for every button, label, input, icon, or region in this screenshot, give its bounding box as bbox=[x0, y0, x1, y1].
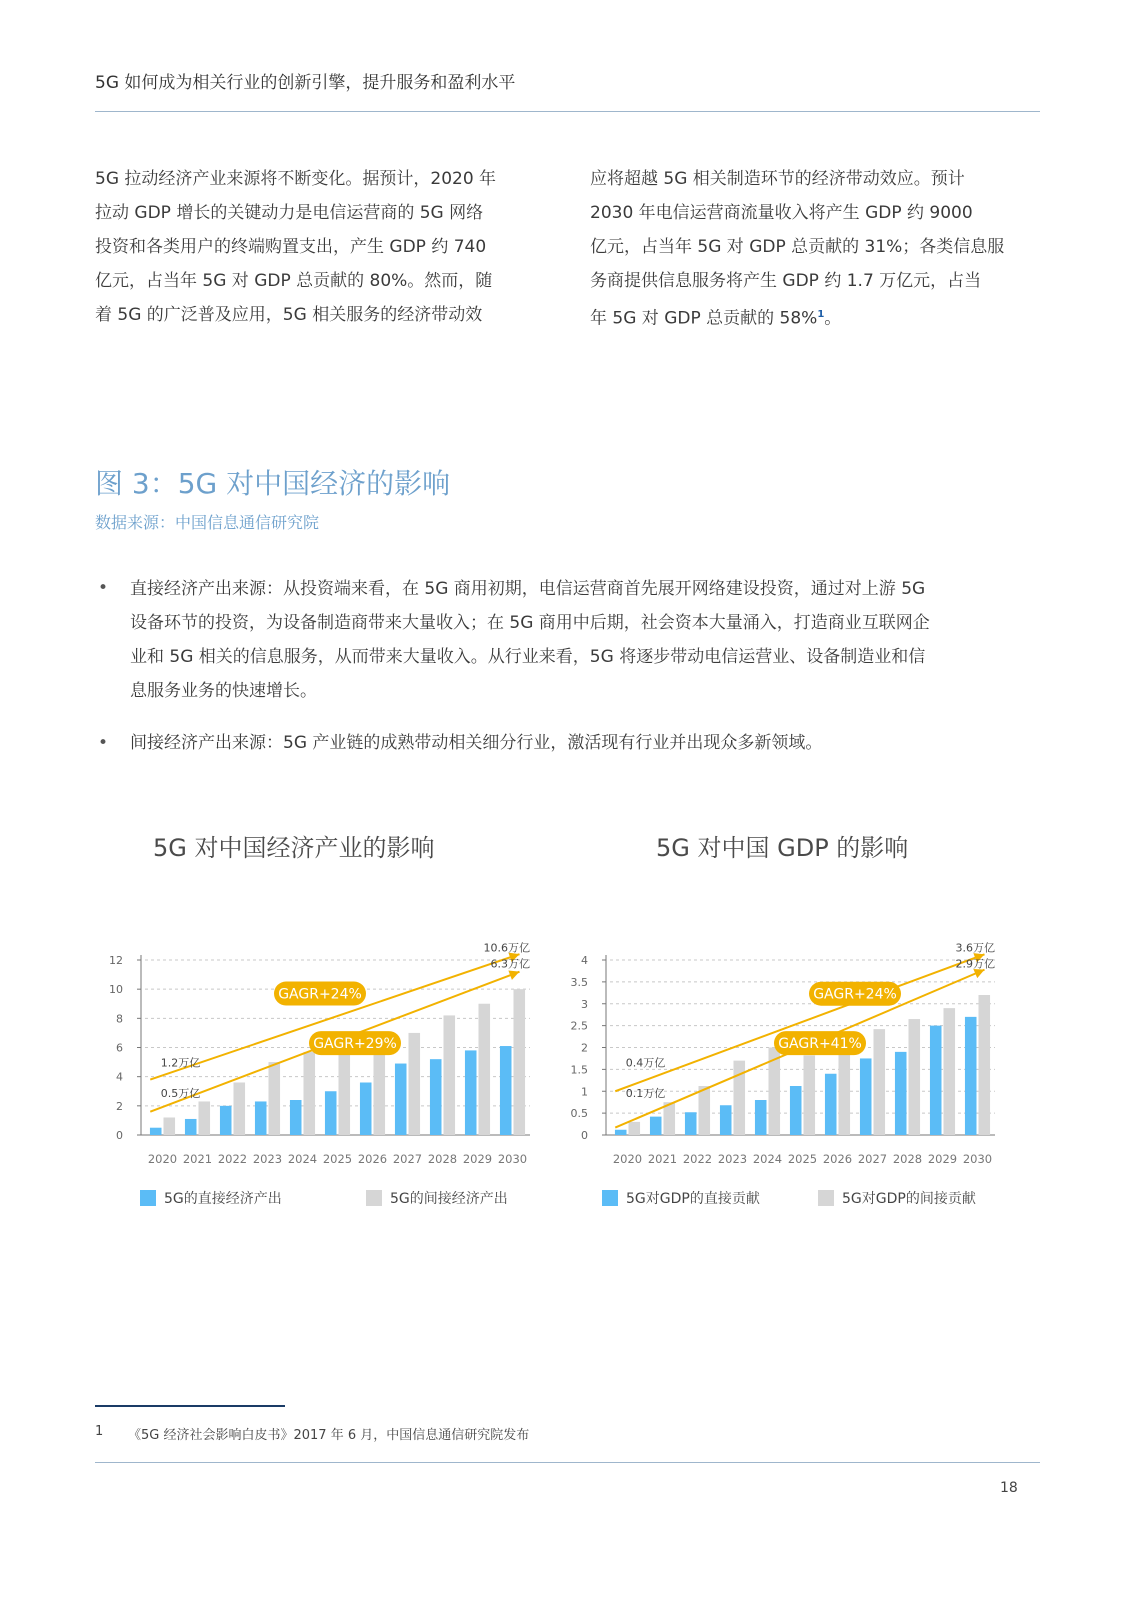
y-tick-label: 0 bbox=[116, 1129, 123, 1142]
page-header-title: 5G 如何成为相关行业的创新引擎，提升服务和盈利水平 bbox=[95, 73, 516, 93]
y-tick-label: 4 bbox=[581, 954, 588, 967]
bar-indirect bbox=[199, 1101, 211, 1135]
intro-line: 亿元，占当年 5G 对 GDP 总贡献的 31%；各类信息服 bbox=[590, 237, 1005, 257]
x-tick-label: 2026 bbox=[822, 1152, 853, 1166]
figure-source: 数据来源：中国信息通信研究院 bbox=[95, 513, 320, 532]
intro-line bbox=[590, 298, 1040, 336]
bullet-line: 间接经济产出来源：5G 产业链的成熟带动相关细分行业，激活现有行业并出现众多新领域。 bbox=[130, 733, 823, 753]
x-tick-label: 2024 bbox=[752, 1152, 783, 1166]
bar-direct bbox=[650, 1117, 662, 1135]
chart-gdp bbox=[560, 915, 1005, 1175]
bullet-line: 设备环节的投资，为设备制造商带来大量收入；在 5G 商用中后期，社会资本大量涌入，打造商业互联网企 bbox=[130, 613, 930, 633]
x-tick-label: 2020 bbox=[147, 1152, 178, 1166]
x-tick-label: 2022 bbox=[682, 1152, 713, 1166]
x-tick-label: 2025 bbox=[787, 1152, 818, 1166]
x-tick-label: 2023 bbox=[717, 1152, 748, 1166]
bullet-text-direct bbox=[130, 572, 1035, 708]
y-tick-label: 1.5 bbox=[570, 1063, 588, 1077]
intro-line: 拉动 GDP 增长的关键动力是电信运营商的 5G 网络 bbox=[95, 203, 484, 223]
bullet-line: 直接经济产出来源：从投资端来看，在 5G 商用初期，电信运营商首先展开网络建设投资，通过对上游 5G bbox=[130, 579, 926, 599]
chart-title-gdp: 5G 对中国 GDP 的影响 bbox=[656, 834, 909, 862]
x-tick-label: 2023 bbox=[252, 1152, 283, 1166]
legend-economy-indirect bbox=[366, 1188, 508, 1208]
footer-divider bbox=[95, 1462, 1040, 1463]
legend-gdp-indirect bbox=[818, 1188, 976, 1208]
value-annotation: 6.3万亿 bbox=[490, 957, 530, 971]
intro-right-column bbox=[590, 162, 1040, 336]
y-tick-label: 4 bbox=[116, 1070, 123, 1084]
bar-direct bbox=[965, 1017, 977, 1135]
bar-indirect bbox=[304, 1052, 316, 1135]
x-tick-label: 2022 bbox=[217, 1152, 248, 1166]
x-tick-label: 2029 bbox=[462, 1152, 493, 1166]
legend-label: 5G的间接经济产出 bbox=[390, 1191, 508, 1207]
bar-indirect bbox=[874, 1029, 886, 1135]
legend-label: 5G对GDP的直接贡献 bbox=[626, 1191, 760, 1207]
x-tick-label: 2028 bbox=[892, 1152, 923, 1166]
bar-indirect bbox=[339, 1050, 351, 1135]
trend-arrow-line bbox=[150, 954, 519, 1079]
chart-title-economy: 5G 对中国经济产业的影响 bbox=[153, 834, 435, 862]
page-number: 18 bbox=[1000, 1480, 1018, 1496]
legend-economy-direct bbox=[140, 1188, 282, 1208]
bar-indirect bbox=[839, 1052, 851, 1135]
x-tick-label: 2024 bbox=[287, 1152, 318, 1166]
bar-indirect bbox=[979, 995, 991, 1135]
cagr-label: GAGR+41% bbox=[778, 1036, 862, 1053]
bar-indirect bbox=[164, 1118, 176, 1136]
legend-label: 5G对GDP的间接贡献 bbox=[842, 1191, 976, 1207]
x-tick-label: 2021 bbox=[182, 1152, 213, 1166]
x-tick-label: 2030 bbox=[962, 1152, 993, 1166]
value-annotation: 0.5万亿 bbox=[160, 1087, 201, 1101]
bullet-marker: • bbox=[98, 578, 109, 598]
bar-direct bbox=[860, 1058, 872, 1135]
bar-indirect bbox=[444, 1015, 456, 1135]
legend-gdp-direct bbox=[602, 1188, 760, 1208]
intro-line: 应将超越 5G 相关制造环节的经济带动效应。预计 bbox=[590, 169, 965, 189]
bar-direct bbox=[290, 1100, 302, 1135]
cagr-label: GAGR+24% bbox=[813, 986, 897, 1003]
intro-line: 着 5G 的广泛普及应用，5G 相关服务的经济带动效 bbox=[95, 305, 483, 325]
y-tick-label: 3.5 bbox=[570, 975, 588, 989]
bar-direct bbox=[220, 1106, 232, 1135]
y-tick-label: 2 bbox=[581, 1041, 588, 1055]
bullet-line: 业和 5G 相关的信息服务，从而带来大量收入。从行业来看，5G 将逐步带动电信运营业、设备制造业和信 bbox=[130, 647, 926, 667]
bullet-line: 息服务业务的快速增长。 bbox=[130, 681, 317, 701]
bar-direct bbox=[930, 1026, 942, 1135]
bar-indirect bbox=[629, 1122, 641, 1135]
bullet-marker: • bbox=[98, 733, 109, 753]
bar-indirect bbox=[234, 1083, 246, 1136]
bar-direct bbox=[360, 1083, 372, 1136]
value-annotation: 2.9万亿 bbox=[955, 957, 995, 971]
bar-indirect bbox=[944, 1008, 956, 1135]
figure-title: 图 3：5G 对中国经济的影响 bbox=[95, 467, 451, 500]
value-annotation: 1.2万亿 bbox=[160, 1056, 201, 1070]
bar-indirect bbox=[514, 989, 526, 1135]
intro-line: 2030 年电信运营商流量收入将产生 GDP 约 9000 bbox=[590, 203, 973, 223]
cagr-label: GAGR+24% bbox=[278, 986, 362, 1003]
footnote-reference[interactable]: 1 bbox=[817, 309, 825, 320]
bar-direct bbox=[430, 1059, 442, 1135]
legend-swatch-direct bbox=[140, 1190, 156, 1206]
x-tick-label: 2027 bbox=[857, 1152, 888, 1166]
bar-direct bbox=[325, 1091, 337, 1135]
x-tick-label: 2021 bbox=[647, 1152, 678, 1166]
value-annotation: 0.1万亿 bbox=[625, 1086, 666, 1100]
y-tick-label: 2 bbox=[116, 1099, 123, 1113]
intro-line: 投资和各类用户的终端购置支出，产生 GDP 约 740 bbox=[95, 237, 487, 257]
trend-arrow-line bbox=[615, 954, 984, 1091]
bar-direct bbox=[615, 1130, 627, 1135]
bar-direct bbox=[895, 1052, 907, 1135]
bar-direct bbox=[790, 1086, 802, 1135]
y-tick-label: 6 bbox=[116, 1041, 123, 1055]
y-tick-label: 0.5 bbox=[570, 1107, 588, 1121]
x-tick-label: 2030 bbox=[497, 1152, 528, 1166]
x-tick-label: 2029 bbox=[927, 1152, 958, 1166]
intro-line: 亿元，占当年 5G 对 GDP 总贡献的 80%。然而，随 bbox=[95, 271, 493, 291]
value-annotation: 3.6万亿 bbox=[955, 941, 995, 955]
legend-swatch-direct bbox=[602, 1190, 618, 1206]
bar-direct bbox=[465, 1050, 477, 1135]
legend-label: 5G的直接经济产出 bbox=[164, 1191, 282, 1207]
y-tick-label: 12 bbox=[109, 954, 123, 967]
bar-direct bbox=[255, 1101, 267, 1135]
bar-direct bbox=[755, 1100, 767, 1135]
footnote-divider bbox=[95, 1405, 285, 1407]
bar-direct bbox=[825, 1074, 837, 1135]
x-tick-label: 2020 bbox=[612, 1152, 643, 1166]
legend-swatch-indirect bbox=[366, 1190, 382, 1206]
legend-swatch-indirect bbox=[818, 1190, 834, 1206]
bar-indirect bbox=[409, 1033, 421, 1135]
x-tick-label: 2025 bbox=[322, 1152, 353, 1166]
y-tick-label: 8 bbox=[116, 1012, 123, 1026]
bar-direct bbox=[500, 1046, 512, 1135]
x-tick-label: 2026 bbox=[357, 1152, 388, 1166]
intro-line: 务商提供信息服务将产生 GDP 约 1.7 万亿元，占当 bbox=[590, 271, 982, 291]
header-divider bbox=[95, 111, 1040, 112]
bar-direct bbox=[185, 1119, 197, 1135]
bar-indirect bbox=[479, 1004, 491, 1135]
intro-last-end: 。 bbox=[824, 308, 842, 329]
y-tick-label: 1 bbox=[581, 1085, 588, 1099]
y-tick-label: 0 bbox=[581, 1129, 588, 1142]
y-tick-label: 10 bbox=[109, 983, 123, 997]
cagr-label: GAGR+29% bbox=[313, 1036, 397, 1053]
intro-left-column bbox=[95, 162, 545, 332]
bullet-text-indirect bbox=[130, 726, 1035, 760]
footnote-text: 《5G 经济社会影响白皮书》2017 年 6 月，中国信息通信研究院发布 bbox=[128, 1428, 530, 1443]
x-tick-label: 2028 bbox=[427, 1152, 458, 1166]
bar-indirect bbox=[804, 1055, 816, 1135]
footnote-number: 1 bbox=[95, 1424, 104, 1439]
x-tick-label: 2027 bbox=[392, 1152, 423, 1166]
value-annotation: 0.4万亿 bbox=[625, 1056, 666, 1070]
bar-direct bbox=[150, 1128, 162, 1135]
intro-line: 5G 拉动经济产业来源将不断变化。据预计，2020 年 bbox=[95, 169, 497, 189]
bar-indirect bbox=[269, 1062, 281, 1135]
bar-indirect bbox=[909, 1019, 921, 1135]
chart-economy bbox=[95, 915, 540, 1175]
bar-indirect bbox=[699, 1086, 711, 1135]
bar-direct bbox=[720, 1105, 732, 1135]
bar-direct bbox=[395, 1064, 407, 1135]
intro-last-text: 年 5G 对 GDP 总贡献的 58% bbox=[590, 308, 818, 329]
y-tick-label: 3 bbox=[581, 997, 588, 1011]
y-tick-label: 2.5 bbox=[570, 1019, 588, 1033]
value-annotation: 10.6万亿 bbox=[483, 941, 530, 955]
bar-direct bbox=[685, 1112, 697, 1135]
